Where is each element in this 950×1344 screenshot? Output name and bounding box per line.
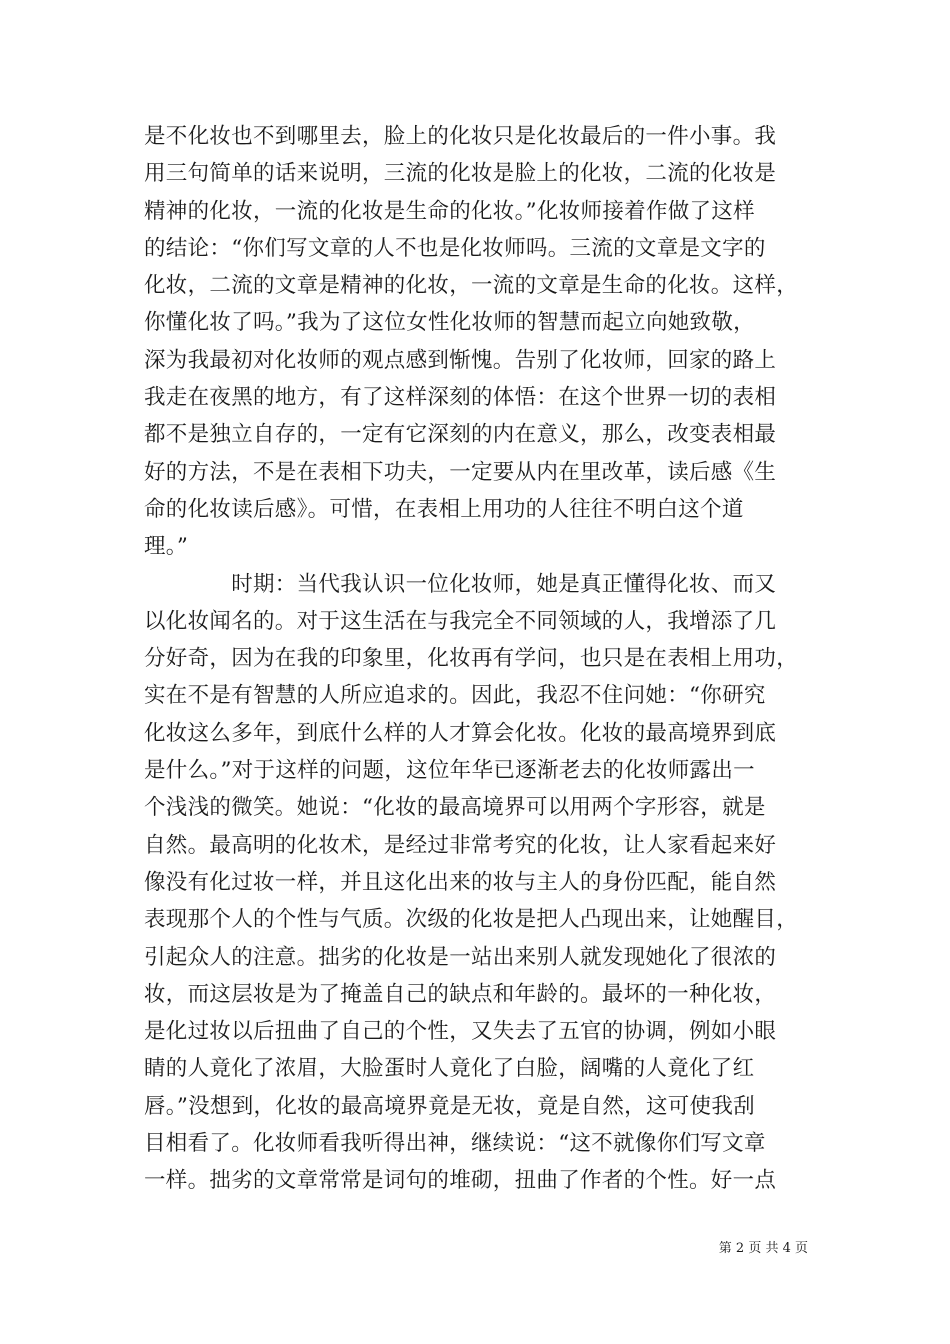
text-line: 你懂化妆了吗。”我为了这位女性化妆师的智慧而起立向她致敬， xyxy=(144,310,755,336)
text-line: 精神的化妆，一流的化妆是生命的化妆。”化妆师接着作做了这样 xyxy=(144,198,755,224)
text-line: 化妆，二流的文章是精神的化妆，一流的文章是生命的化妆。这样， xyxy=(144,273,799,299)
text-line: 用三句简单的话来说明，三流的化妆是脸上的化妆，二流的化妆是 xyxy=(144,161,777,187)
text-line: 自然。最高明的化妆术，是经过非常考究的化妆，让人家看起来好 xyxy=(144,832,777,858)
text-line: 目相看了。化妆师看我听得出神，继续说：“这不就像你们写文章 xyxy=(144,1131,766,1157)
text-line: 像没有化过妆一样，并且这化出来的妆与主人的身份匹配，能自然 xyxy=(144,869,777,895)
text-line: 引起众人的注意。拙劣的化妆是一站出来别人就发现她化了很浓的 xyxy=(144,944,777,970)
text-line: 个浅浅的微笑。她说：“化妆的最高境界可以用两个字形容，就是 xyxy=(144,795,766,821)
text-line: 我走在夜黑的地方，有了这样深刻的体悟：在这个世界一切的表相 xyxy=(144,385,777,411)
text-line: 是化过妆以后扭曲了自己的个性，又失去了五官的协调，例如小眼 xyxy=(144,1019,777,1045)
text-line: 理。” xyxy=(144,534,189,560)
text-line: 以化妆闻名的。对于这生活在与我完全不同领域的人，我增添了几 xyxy=(144,608,777,634)
text-line: 命的化妆读后感》。可惜，在表相上用功的人往往不明白这个道 xyxy=(144,496,744,522)
text-line: 唇。”没想到，化妆的最高境界竟是无妆，竟是自然，这可使我刮 xyxy=(144,1093,755,1119)
text-line: 的结论：“你们写文章的人不也是化妆师吗。三流的文章是文字的 xyxy=(144,235,766,261)
text-line: 是什么。”对于这样的问题，这位年华已逐渐老去的化妆师露出一 xyxy=(144,758,755,784)
text-line: 妆，而这层妆是为了掩盖自己的缺点和年龄的。最坏的一种化妆， xyxy=(144,981,777,1007)
text-line: 分好奇，因为在我的印象里，化妆再有学问，也只是在表相上用功， xyxy=(144,646,799,672)
text-line: 好的方法，不是在表相下功夫，一定要从内在里改革，读后感《生 xyxy=(144,459,777,485)
text-line: 睛的人竟化了浓眉，大脸蛋时人竟化了白脸，阔嘴的人竟化了红 xyxy=(144,1056,755,1082)
page-number-footer: 第 2 页 共 4 页 xyxy=(718,1241,808,1256)
text-line: 表现那个人的个性与气质。次级的化妆是把人凸现出来，让她醒目， xyxy=(144,907,799,933)
text-line: 时期：当代我认识一位化妆师，她是真正懂得化妆、而又 xyxy=(144,571,777,597)
text-line: 深为我最初对化妆师的观点感到惭愧。告别了化妆师，回家的路上 xyxy=(144,347,777,373)
text-line: 都不是独立自存的，一定有它深刻的内在意义，那么，改变表相最 xyxy=(144,422,777,448)
text-line: 一样。拙劣的文章常常是词句的堆砌，扭曲了作者的个性。好一点 xyxy=(144,1168,777,1194)
body-text xyxy=(144,118,810,1200)
text-line: 是不化妆也不到哪里去，脸上的化妆只是化妆最后的一件小事。我 xyxy=(144,124,777,149)
text-line: 实在不是有智慧的人所应追求的。因此，我忍不住问她：“你研究 xyxy=(144,683,766,709)
text-line: 化妆这么多年，到底什么样的人才算会化妆。化妆的最高境界到底 xyxy=(144,720,777,746)
